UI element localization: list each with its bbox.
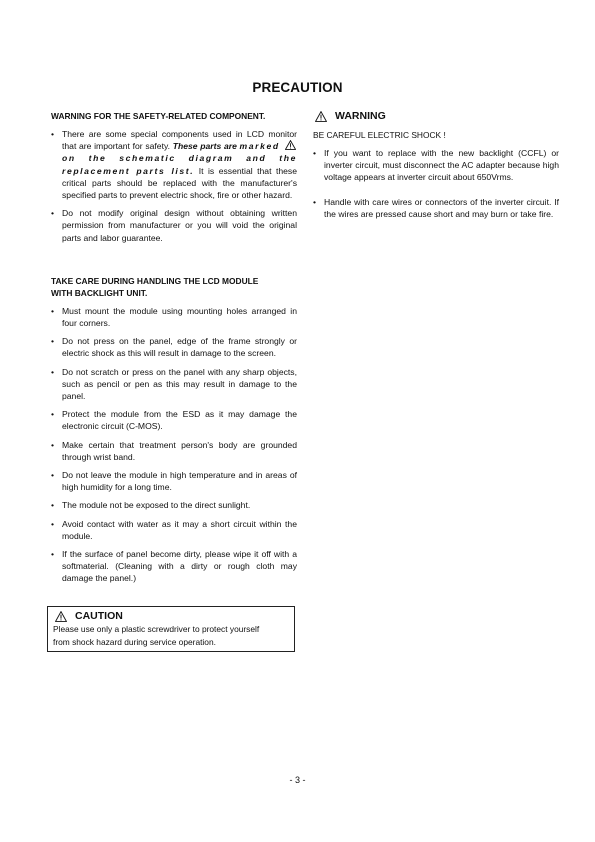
list-item — [313, 147, 559, 184]
list-item-text: Make certain that treatment person's body are grounded through wrist band. — [62, 439, 297, 462]
list-item — [51, 366, 297, 403]
list-item-text: Must mount the module using mounting holes arranged in four corners. — [62, 305, 297, 329]
safety-item-text: Do not modify original design without obtaining written permission from manufacturer or you will void the original parts and labor guarantee. — [62, 208, 297, 243]
list-item — [51, 305, 297, 329]
list-item — [51, 469, 297, 493]
warning-list — [313, 147, 559, 220]
lcd-heading-line: TAKE CARE DURING HANDLING THE LCD MODULE — [51, 275, 259, 286]
bullet: • — [51, 409, 55, 420]
safety-item-emphasis: marked — [239, 141, 284, 152]
safety-item-text: There are some special components used in LCD monitor that are important for safety. — [62, 129, 297, 152]
caution-line: Please use only a plastic screwdriver to protect yourself — [53, 624, 260, 634]
bullet: • — [51, 518, 55, 529]
safety-list — [51, 128, 297, 244]
warning-triangle-icon — [55, 611, 67, 622]
list-item — [51, 548, 297, 585]
caution-line: from shock hazard during service operation. — [53, 637, 216, 647]
left-column — [51, 110, 297, 585]
bullet: • — [313, 196, 317, 207]
caution-box — [47, 606, 295, 652]
list-item-text: If the surface of panel become dirty, please wipe it off with a softmaterial. (Cleaning with a dirty or rough cloth may damage the panel.) — [62, 549, 297, 584]
safety-item-text: It is essential that these critical parts should be replaced with the manufacturer's specified parts to prevent electric shock, fire or other hazard. — [62, 165, 297, 201]
safety-item-emphasis: on the schematic diagram and the replacement parts list. — [62, 153, 297, 176]
safety-item-emphasis: These parts are — [172, 141, 240, 152]
bullet: • — [51, 470, 55, 481]
safety-heading: WARNING FOR THE SAFETY-RELATED COMPONENT. — [51, 111, 266, 121]
caution-text — [53, 623, 294, 649]
page-title: PRECAUTION — [252, 80, 343, 95]
list-item-text: Do not scratch or press on the panel with any sharp objects, such as pencil or pen as this may result in damage to the panel. — [62, 366, 297, 402]
bullet: • — [51, 305, 55, 316]
list-item — [51, 207, 297, 244]
list-item-text: Protect the module from the ESD as it may damage the electronic circuit (C-MOS). — [62, 409, 297, 432]
list-item — [51, 439, 297, 463]
right-column — [313, 110, 559, 220]
bullet: • — [313, 148, 317, 158]
caution-heading — [53, 610, 294, 622]
list-item-text: Do not press on the panel, edge of the frame strongly or electric shock as this will result in damage to the screen. — [62, 336, 297, 359]
list-item — [51, 128, 297, 201]
list-item — [51, 335, 297, 359]
bullet: • — [51, 336, 55, 347]
bullet: • — [51, 439, 55, 450]
page-number: - 3 - — [289, 775, 306, 785]
list-item — [51, 499, 297, 511]
warning-subheading: BE CAREFUL ELECTRIC SHOCK ! — [313, 130, 446, 140]
bullet: • — [51, 366, 55, 377]
list-item-text: Do not leave the module in high temperature and in areas of high humidity for a long time. — [62, 470, 297, 493]
lcd-heading-line: WITH BACKLIGHT UNIT. — [51, 287, 148, 298]
list-item-text: Avoid contact with water as it may a short circuit within the module. — [62, 518, 297, 541]
caution-title: CAUTION — [75, 610, 123, 622]
list-item — [313, 196, 559, 220]
warning-title: WARNING — [335, 110, 386, 122]
lcd-list — [51, 305, 297, 585]
bullet: • — [51, 208, 55, 219]
warning-triangle-icon — [315, 111, 327, 122]
list-item — [51, 408, 297, 432]
bullet: • — [51, 129, 55, 139]
list-item-text: The module not be exposed to the direct sunlight. — [62, 500, 251, 511]
lcd-heading — [51, 275, 297, 299]
list-item-text: Handle with care wires or connectors of the inverter circuit. If the wires are pressed cause short and may burn or take fire. — [324, 196, 559, 219]
bullet: • — [51, 549, 55, 560]
warning-heading — [313, 110, 559, 122]
bullet: • — [51, 500, 55, 511]
warning-triangle-icon — [285, 140, 296, 150]
list-item-text: If you want to replace with the new backlight (CCFL) or inverter circuit, must disconnect the AC adapter because high voltage appears at inverter circuit about 650Vrms. — [324, 148, 559, 183]
list-item — [51, 518, 297, 542]
